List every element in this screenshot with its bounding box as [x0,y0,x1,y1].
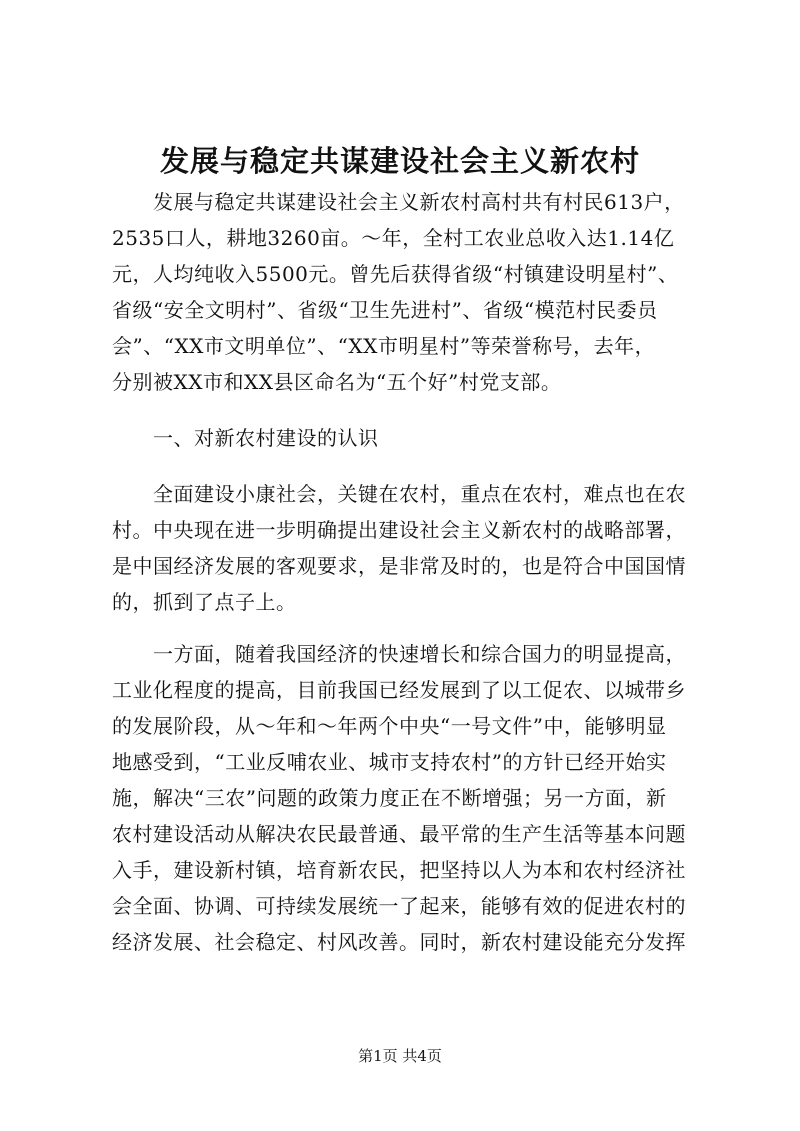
body-line: 入手，建设新村镇，培育新农民，把坚持以人为本和农村经济社 [112,858,686,882]
body-line: 会”、“XX市文明单位”、“XX市明星村”等荣誉称号，去年， [112,334,656,358]
body-line: 2535口人，耕地3260亩。～年，全村工农业总收入达1.14亿 [112,226,675,250]
body-line: 会全面、协调、可持续发展统一了起来，能够有效的促进农村的 [112,894,686,918]
section-heading: 一、对新农村建设的认识 [112,426,379,450]
body-line: 发展与稳定共谋建设社会主义新农村高村共有村民613户， [112,190,685,214]
body-line: 工业化程度的提高，目前我国已经发展到了以工促农、以城带乡 [112,678,686,702]
body-line: 经济发展、社会稳定、村风改善。同时，新农村建设能充分发挥 [112,930,686,954]
body-line: 的发展阶段，从～年和～年两个中央“一号文件”中，能够明显 [112,714,667,738]
body-line: 分别被XX市和XX县区命名为“五个好”村党支部。 [112,370,562,394]
body-line: 一方面，随着我国经济的快速增长和综合国力的明显提高， [112,642,686,666]
body-line: 省级“安全文明村”、省级“卫生先进村”、省级“模范村民委员 [112,298,658,322]
body-line: 的，抓到了点子上。 [112,590,297,614]
body-line: 是中国经济发展的客观要求，是非常及时的，也是符合中国国情 [112,554,686,578]
body-line: 地感受到，“工业反哺农业、城市支持农村”的方针已经开始实 [112,750,667,774]
body-line: 村。中央现在进一步明确提出建设社会主义新农村的战略部署， [112,518,686,542]
body-line: 元，人均纯收入5500元。曾先后获得省级“村镇建设明星村”、 [112,262,679,286]
body-line: 农村建设活动从解决农民最普通、最平常的生产生活等基本问题 [112,822,686,846]
body-line: 全面建设小康社会，关键在农村，重点在农村，难点也在农 [112,482,686,506]
document-title: 发展与稳定共谋建设社会主义新农村 [159,144,640,178]
body-line: 施，解决“三农”问题的政策力度正在不断增强；另一方面，新 [112,786,667,810]
page-footer: 第1页 共4页 [358,1047,442,1065]
